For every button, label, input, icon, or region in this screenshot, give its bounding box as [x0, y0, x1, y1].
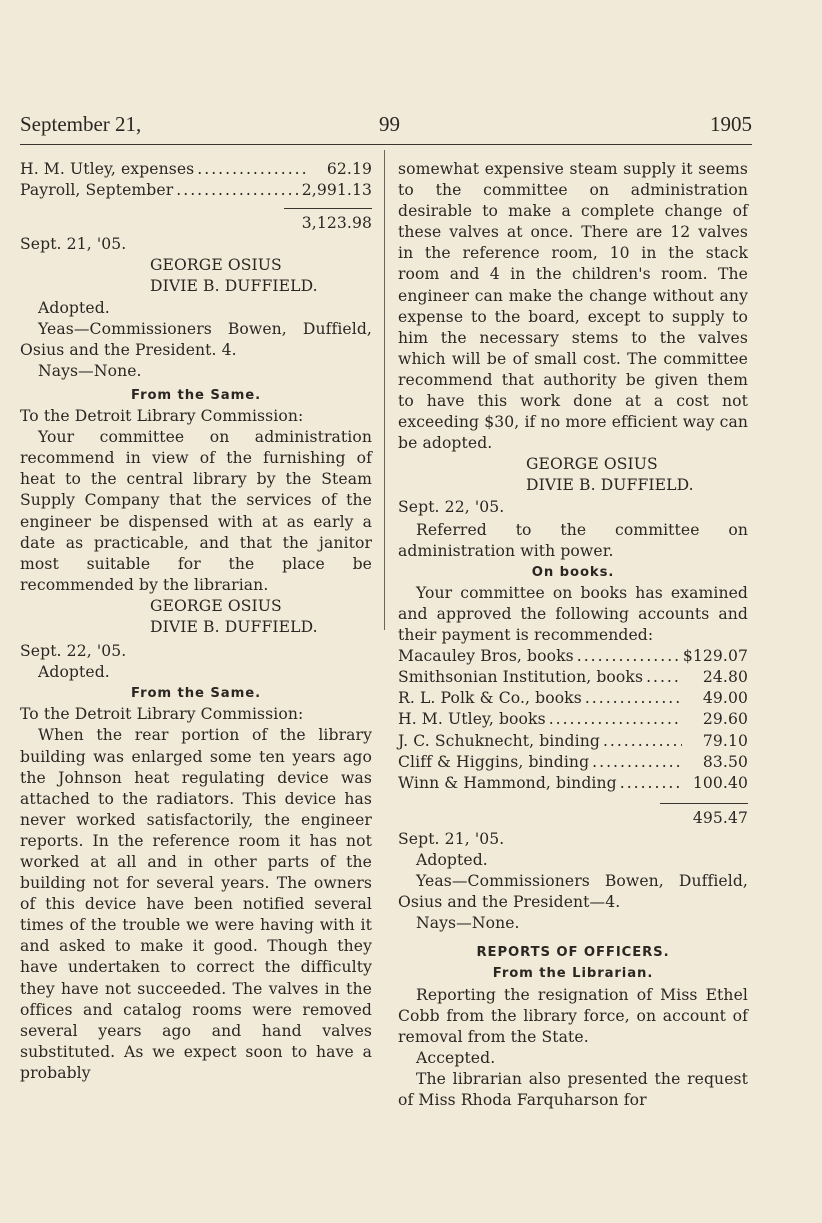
column-divider	[384, 150, 385, 630]
signature-duffield: DIVIE B. DUFFIELD.	[526, 476, 694, 495]
salutation: To the Detroit Library Commission:	[20, 705, 304, 724]
accounts-total: 495.47	[692, 808, 748, 827]
accepted-line: Accepted.	[416, 1048, 496, 1067]
date-line: Sept. 22, '05.	[20, 642, 127, 661]
account-name: R. L. Polk & Co., books	[398, 689, 582, 708]
accounts-total: 3,123.98	[301, 214, 372, 233]
account-amount: 49.00	[702, 689, 748, 708]
account-row	[20, 159, 372, 180]
paragraph: When the rear portion of the library building was enlarged some ten years ago the Johnson heat regulating device was attached to the radiators. This device has never worked satisfactorily, the engineer reports. In the reference room it has not worked at all and in other parts of the building not for several years. The owners of this device have been notified several times of the trouble we were having with it and asked to make it good. Though they have undertaken to correct the difficulty they have not succeeded. The valves in the offices and catalog rooms were removed several years ago and hand valves substituted. As we expect soon to have a probably	[20, 726, 372, 1082]
account-amount: 29.60	[702, 710, 748, 729]
yeas-line: Yeas—Commissioners Bowen, Duffield, Osius and the President—4.	[398, 872, 748, 912]
account-row	[398, 731, 748, 752]
account-amount: 24.80	[702, 668, 748, 687]
leader-dots	[582, 688, 682, 709]
leader-dots	[643, 667, 682, 688]
yeas-line: Yeas—Commissioners Bowen, Duffield, Osius and the President. 4.	[20, 319, 372, 359]
header-year: 1905	[710, 112, 752, 136]
date-line: Sept. 21, '05.	[398, 829, 505, 848]
account-row	[398, 667, 748, 688]
paragraph: Your committee on administration recommend in view of the furnishing of heat to the central library by the Steam Supply Company that the services of the engineer be dispensed with at as early a date as practicable, and that the janitor most suitable for the place be recommended by the librarian.	[20, 428, 372, 594]
nays-line: Nays—None.	[416, 914, 520, 933]
adopted-line: Adopted.	[38, 298, 110, 317]
account-amount: 79.10	[702, 731, 748, 750]
account-row	[398, 709, 748, 730]
account-amount: 2,991.13	[301, 181, 372, 200]
signature-osius: GEORGE OSIUS	[150, 596, 282, 615]
right-column	[398, 159, 748, 1111]
account-row	[398, 646, 748, 667]
paragraph: The librarian also presented the request of Miss Rhoda Farquharson for	[398, 1069, 748, 1110]
paragraph: somewhat expensive steam supply it seems to the committee on administration desirable to make a complete change of these valves at once. There are 12 valves in the reference room, 10 in the stack room and 4 in the children's room. The engineer can make the change without any expense to the board, except to supply to him the necessary stems to the valves which will be of small cost. The committee recommend that authority be given them to have this work done at a cost not exceeding $30, if no more efficient way can be adopted.	[398, 160, 748, 453]
adopted-line: Adopted.	[416, 851, 488, 869]
account-row	[398, 688, 748, 709]
account-amount: 100.40	[692, 773, 748, 792]
leader-dots	[589, 752, 682, 773]
section-subheading: From the Librarian.	[492, 966, 654, 982]
account-name: H. M. Utley, books	[398, 710, 546, 729]
left-column	[20, 159, 372, 1084]
leader-dots	[173, 180, 301, 201]
account-row	[398, 752, 748, 773]
date-line: Sept. 21, '05.	[20, 235, 127, 254]
paragraph: Referred to the committee on administration with power.	[398, 520, 748, 560]
nays-line: Nays—None.	[38, 361, 142, 380]
section-heading: From the Same.	[131, 686, 261, 702]
leader-dots	[574, 646, 682, 667]
leader-dots	[617, 773, 682, 794]
header-date: September 21,	[20, 112, 142, 136]
account-name: H. M. Utley, expenses	[20, 160, 195, 178]
account-name: J. C. Schuknecht, binding	[398, 731, 600, 750]
header-rule	[20, 144, 752, 145]
account-name: Payroll, September	[20, 181, 174, 200]
account-amount: 83.50	[702, 752, 748, 771]
signature-duffield: DIVIE B. DUFFIELD.	[150, 617, 318, 636]
leader-dots	[600, 731, 682, 752]
account-amount: 62.19	[326, 160, 372, 178]
leader-dots	[194, 159, 306, 180]
section-heading: From the Same.	[131, 387, 261, 403]
account-row	[398, 773, 748, 794]
account-name: Winn & Hammond, binding	[398, 773, 617, 792]
date-line: Sept. 22, '05.	[398, 497, 505, 516]
account-name: Smithsonian Institution, books	[398, 668, 644, 687]
section-heading: REPORTS OF OFFICERS.	[476, 945, 670, 961]
signature-osius: GEORGE OSIUS	[150, 256, 282, 275]
account-amount: $129.07	[682, 647, 748, 666]
account-name: Macauley Bros, books	[398, 647, 574, 666]
leader-dots	[546, 709, 682, 730]
paragraph: Reporting the resignation of Miss Ethel Cobb from the library force, on account of removal from the State.	[398, 985, 748, 1046]
adopted-line: Adopted.	[38, 663, 110, 682]
paragraph: Your committee on books has examined and approved the following accounts and their payment is recommended:	[398, 583, 748, 645]
signature-duffield: DIVIE B. DUFFIELD.	[150, 277, 318, 296]
signature-osius: GEORGE OSIUS	[526, 455, 658, 474]
page-header	[20, 112, 752, 142]
account-name: Cliff & Higgins, binding	[398, 752, 590, 771]
page-number: 99	[379, 112, 400, 136]
salutation: To the Detroit Library Commission:	[20, 407, 304, 426]
section-heading: On books.	[531, 564, 615, 580]
account-row	[20, 180, 372, 201]
